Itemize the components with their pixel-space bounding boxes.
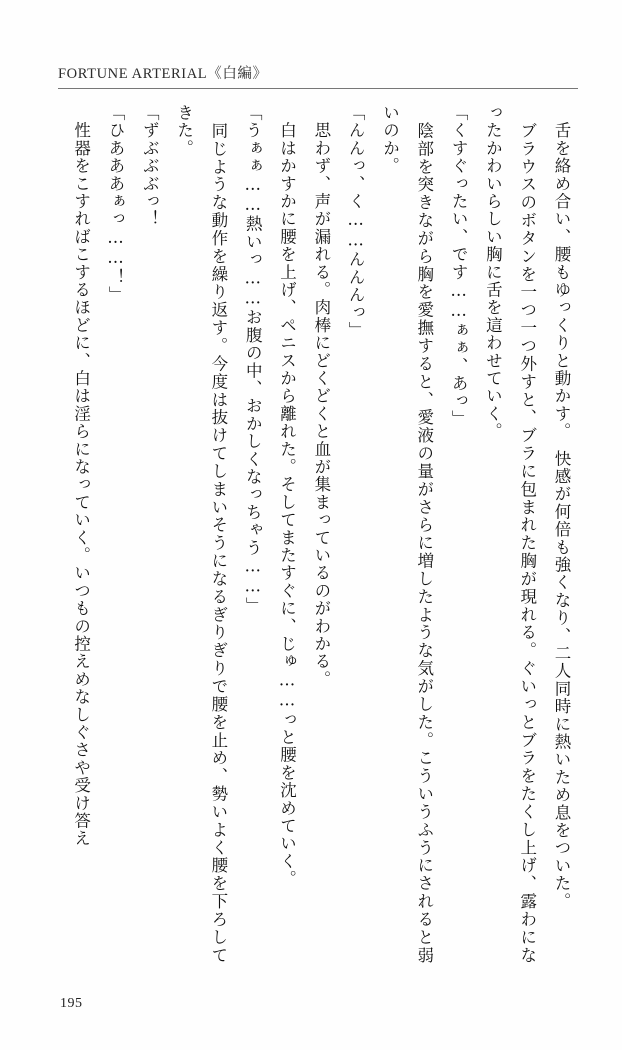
header-rule — [58, 88, 578, 89]
paragraph: 性器をこすればこするほどに、白は淫らになっていく。いつもの控えめなしぐさや受け答え — [71, 104, 91, 848]
running-head: FORTUNE ARTERIAL《白編》 — [58, 66, 268, 82]
page-number: 195 — [60, 996, 83, 1011]
paragraph: 「んんっ、く……んんんっ」 — [346, 104, 366, 340]
paragraph: 「ずぶぶぶっ！ — [140, 104, 160, 228]
paragraph: 舌を絡め合い、腰もゆっくりと動かす。 快感が何倍も強くなり、二人同時に熱いため息をついた。 — [552, 104, 571, 910]
paragraph: 同じような動作を繰り返す。今度は抜けてしまいそうになるぎりぎりで腰を止め、勢いよく腰を下ろしてきた。 — [174, 104, 228, 964]
paragraph: 「うぁぁ……熱いっ……お腹の中、おかしくなっちゃう……」 — [243, 104, 263, 615]
body-text-block — [62, 104, 578, 964]
paragraph: 思わず、声が漏れる。肉棒にどくどくと血が集まっているのがわかる。 — [311, 104, 331, 689]
paragraph: 陰部を突きながら胸を愛撫すると、愛液の量がさらに増したような気がした。こういうふうにされると弱いのか。 — [380, 104, 434, 964]
paragraph: 白はかすかに腰を上げ、ペニスから離れた。そしてまたすぐに、じゅ……っと腰を沈めていく。 — [277, 104, 297, 888]
paragraph: 「くすぐったい、です……ぁぁ、あっ」 — [449, 104, 469, 428]
paragraph: 「ひあああぁっ……！」 — [105, 104, 125, 304]
paragraph: ブラウスのボタンを一つ一つ外すと、ブラに包まれた胸が現れる。ぐいっとブラをたくし上げ、露わになったかわいらしい胸に舌を這わせていく。 — [483, 104, 537, 964]
